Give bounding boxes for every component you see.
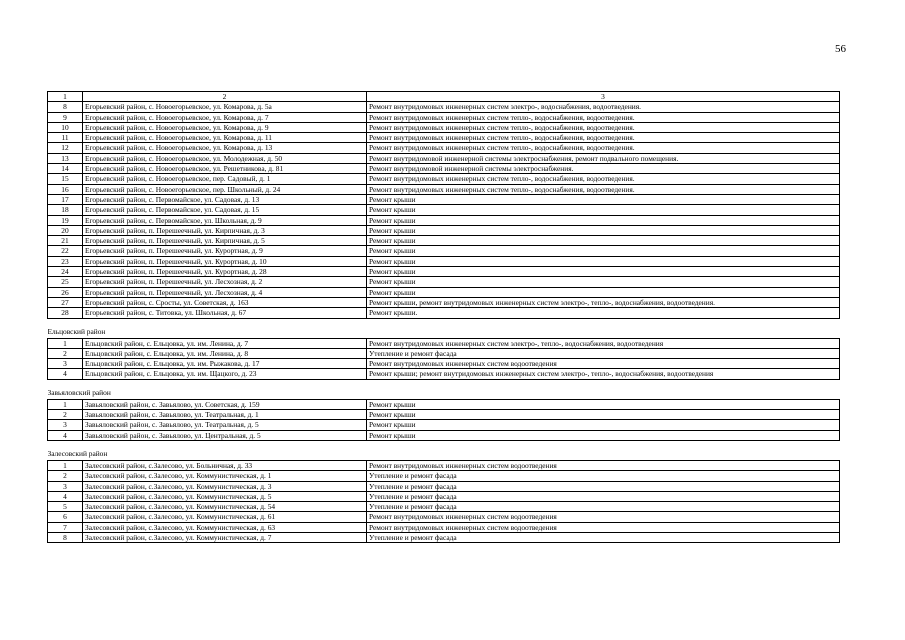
row-number: 26 bbox=[48, 287, 83, 297]
row-number: 25 bbox=[48, 277, 83, 287]
table-row bbox=[48, 143, 840, 153]
table-row bbox=[48, 532, 840, 542]
row-number: 11 bbox=[48, 133, 83, 143]
row-number: 21 bbox=[48, 236, 83, 246]
table-row bbox=[48, 481, 840, 491]
row-works: Ремонт крыши bbox=[367, 246, 840, 256]
row-number: 3 bbox=[48, 359, 83, 369]
row-address: Залесовский район, с.Залесово, ул. Коммунистическая, д. 3 bbox=[83, 481, 367, 491]
row-works: Утепление и ремонт фасада bbox=[367, 471, 840, 481]
row-number: 1 bbox=[48, 399, 83, 409]
row-address: Егорьевский район, с. Новоегорьевское, ул. Комарова, д. 7 bbox=[83, 112, 367, 122]
row-works: Ремонт внутридомовых инженерных систем тепло-, водоснабжения, водоотведения. bbox=[367, 122, 840, 132]
row-works: Ремонт крыши bbox=[367, 267, 840, 277]
row-address: Егорьевский район, с. Первомайское, ул. Школьная, д. 9 bbox=[83, 215, 367, 225]
section-spacer-cell bbox=[48, 379, 840, 387]
row-address: Залесовский район, с.Залесово, ул. Коммунистическая, д. 61 bbox=[83, 512, 367, 522]
row-address: Егорьевский район, п. Перешеечный, ул. Лесхозная, д. 4 bbox=[83, 287, 367, 297]
row-number: 20 bbox=[48, 225, 83, 235]
table-row bbox=[48, 153, 840, 163]
row-works: Ремонт крыши bbox=[367, 215, 840, 225]
row-works: Ремонт внутридомовой инженерной системы электроснабжения. bbox=[367, 164, 840, 174]
row-address: Залесовский район, с.Залесово, ул. Больничная, д. 33 bbox=[83, 460, 367, 470]
row-address: Залесовский район, с.Залесово, ул. Коммунистическая, д. 7 bbox=[83, 532, 367, 542]
row-number: 12 bbox=[48, 143, 83, 153]
row-address: Егорьевский район, с. Первомайское, ул. Садовая, д. 13 bbox=[83, 194, 367, 204]
table-row bbox=[48, 471, 840, 481]
row-address: Егорьевский район, с. Первомайское, ул. Садовая, д. 15 bbox=[83, 205, 367, 215]
table-row bbox=[48, 102, 840, 112]
row-address: Егорьевский район, с. Новоегорьевское, пер. Школьный, д. 24 bbox=[83, 184, 367, 194]
row-works: Ремонт крыши. bbox=[367, 308, 840, 318]
row-works: Ремонт внутридомовых инженерных систем электро-, водоснабжения, водоотведения. bbox=[367, 102, 840, 112]
row-works: Утепление и ремонт фасада bbox=[367, 532, 840, 542]
row-address: Егорьевский район, п. Перешеечный, ул. Курортная, д. 28 bbox=[83, 267, 367, 277]
section-spacer bbox=[48, 379, 840, 387]
section-spacer bbox=[48, 318, 840, 326]
row-works: Утепление и ремонт фасада bbox=[367, 481, 840, 491]
row-works: Ремонт крыши bbox=[367, 277, 840, 287]
row-works: Ремонт внутридомовых инженерных систем водоотведения bbox=[367, 512, 840, 522]
table-row bbox=[48, 348, 840, 358]
row-address: Егорьевский район, п. Перешеечный, ул. Кирпичная, д. 3 bbox=[83, 225, 367, 235]
row-number: 17 bbox=[48, 194, 83, 204]
table-row bbox=[48, 246, 840, 256]
table-row bbox=[48, 236, 840, 246]
table-row bbox=[48, 369, 840, 379]
row-address: Егорьевский район, с. Сросты, ул. Советская, д. 163 bbox=[83, 297, 367, 307]
row-number: 15 bbox=[48, 174, 83, 184]
row-address: Завьяловский район, с. Завьялово, ул. Театральная, д. 1 bbox=[83, 410, 367, 420]
row-works: Ремонт внутридомовых инженерных систем электро-, тепло-, водоснабжения, водоотведения bbox=[367, 338, 840, 348]
row-number: 8 bbox=[48, 532, 83, 542]
row-number: 18 bbox=[48, 205, 83, 215]
section-heading-row bbox=[48, 387, 840, 400]
row-number: 23 bbox=[48, 256, 83, 266]
table-row bbox=[48, 225, 840, 235]
table-row bbox=[48, 112, 840, 122]
row-works: Ремонт крыши bbox=[367, 287, 840, 297]
row-address: Ельцовский район, с. Ельцовка, ул. им. Щацкого, д. 23 bbox=[83, 369, 367, 379]
row-number: 28 bbox=[48, 308, 83, 318]
table-row bbox=[48, 410, 840, 420]
page-number: 56 bbox=[835, 43, 846, 55]
table-body bbox=[48, 92, 840, 543]
row-number: 2 bbox=[48, 410, 83, 420]
row-address: Егорьевский район, п. Перешеечный, ул. Курортная, д. 9 bbox=[83, 246, 367, 256]
row-address: Егорьевский район, п. Перешеечный, ул. Лесхозная, д. 2 bbox=[83, 277, 367, 287]
row-number: 5 bbox=[48, 502, 83, 512]
row-number: 14 bbox=[48, 164, 83, 174]
table-row bbox=[48, 164, 840, 174]
row-number: 4 bbox=[48, 491, 83, 501]
table-row bbox=[48, 430, 840, 440]
row-works: Ремонт крыши bbox=[367, 420, 840, 430]
row-address: Егорьевский район, с. Новоегорьевское, ул. Молодежная, д. 50 bbox=[83, 153, 367, 163]
table-header-row bbox=[48, 92, 840, 102]
row-works: Ремонт внутридомовых инженерных систем водоотведения bbox=[367, 460, 840, 470]
row-works: Ремонт крыши bbox=[367, 399, 840, 409]
table-row bbox=[48, 512, 840, 522]
row-address: Залесовский район, с.Залесово, ул. Коммунистическая, д. 54 bbox=[83, 502, 367, 512]
row-works: Ремонт внутридомовых инженерных систем тепло-, водоснабжения, водоотведения. bbox=[367, 174, 840, 184]
table-row bbox=[48, 133, 840, 143]
row-address: Залесовский район, с.Залесово, ул. Коммунистическая, д. 63 bbox=[83, 522, 367, 532]
row-number: 4 bbox=[48, 369, 83, 379]
row-address: Егорьевский район, с. Новоегорьевское, ул. Комарова, д. 13 bbox=[83, 143, 367, 153]
row-number: 24 bbox=[48, 267, 83, 277]
table-row bbox=[48, 522, 840, 532]
table-row bbox=[48, 460, 840, 470]
row-address: Егорьевский район, с. Новоегорьевское, ул. Комарова, д. 9 bbox=[83, 122, 367, 132]
table-row bbox=[48, 184, 840, 194]
table-row bbox=[48, 399, 840, 409]
row-number: 3 bbox=[48, 420, 83, 430]
section-heading: Залесовский район bbox=[47, 448, 108, 458]
row-works: Ремонт крыши, ремонт внутридомовых инженерных систем электро-, тепло-, водоснабжения, водоотведения. bbox=[367, 297, 840, 307]
table-row bbox=[48, 215, 840, 225]
row-address: Егорьевский район, с. Новоегорьевское, пер. Садовый, д. 1 bbox=[83, 174, 367, 184]
row-number: 9 bbox=[48, 112, 83, 122]
table-row bbox=[48, 491, 840, 501]
row-address: Егорьевский район, п. Перешеечный, ул. Кирпичная, д. 5 bbox=[83, 236, 367, 246]
table-row bbox=[48, 297, 840, 307]
section-heading: Ельцовский район bbox=[47, 326, 106, 336]
row-works: Ремонт внутридомовых инженерных систем тепло-, водоснабжения, водоотведения. bbox=[367, 133, 840, 143]
table-row bbox=[48, 338, 840, 348]
row-works: Ремонт крыши bbox=[367, 430, 840, 440]
header-col-works: 3 bbox=[367, 92, 840, 102]
row-address: Ельцовский район, с. Ельцовка, ул. им. Рыжакова, д. 17 bbox=[83, 359, 367, 369]
row-works: Утепление и ремонт фасада bbox=[367, 491, 840, 501]
row-works: Ремонт внутридомовых инженерных систем тепло-, водоснабжения, водоотведения. bbox=[367, 112, 840, 122]
row-number: 19 bbox=[48, 215, 83, 225]
section-heading-row bbox=[48, 448, 840, 461]
row-number: 1 bbox=[48, 460, 83, 470]
row-number: 7 bbox=[48, 522, 83, 532]
table-row bbox=[48, 256, 840, 266]
row-works: Ремонт внутридомовых инженерных систем водоотведения bbox=[367, 522, 840, 532]
row-address: Завьяловский район, с. Завьялово, ул. Театральная, д. 5 bbox=[83, 420, 367, 430]
table-row bbox=[48, 502, 840, 512]
header-col-number: 1 bbox=[48, 92, 83, 102]
repair-works-table bbox=[47, 91, 840, 543]
row-works: Ремонт внутридомовых инженерных систем тепло-, водоснабжения, водоотведения. bbox=[367, 143, 840, 153]
table-row bbox=[48, 194, 840, 204]
row-address: Завьяловский район, с. Завьялово, ул. Советская, д. 159 bbox=[83, 399, 367, 409]
row-number: 2 bbox=[48, 348, 83, 358]
table-row bbox=[48, 267, 840, 277]
row-works: Ремонт внутридомовой инженерной системы электроснабжения, ремонт подвального помещения. bbox=[367, 153, 840, 163]
section-heading: Завьяловский район bbox=[47, 387, 111, 397]
row-number: 4 bbox=[48, 430, 83, 440]
row-works: Ремонт крыши bbox=[367, 236, 840, 246]
row-number: 13 bbox=[48, 153, 83, 163]
table-row bbox=[48, 205, 840, 215]
row-address: Егорьевский район, с. Новоегорьевское, ул. Решетникова, д. 81 bbox=[83, 164, 367, 174]
section-spacer-cell bbox=[48, 440, 840, 448]
section-spacer bbox=[48, 440, 840, 448]
row-address: Егорьевский район, с. Титовка, ул. Школьная, д. 67 bbox=[83, 308, 367, 318]
row-address: Ельцовский район, с. Ельцовка, ул. им. Ленина, д. 7 bbox=[83, 338, 367, 348]
row-works: Ремонт крыши bbox=[367, 205, 840, 215]
row-number: 3 bbox=[48, 481, 83, 491]
row-number: 22 bbox=[48, 246, 83, 256]
table-row bbox=[48, 308, 840, 318]
row-works: Утепление и ремонт фасада bbox=[367, 502, 840, 512]
row-works: Ремонт крыши bbox=[367, 194, 840, 204]
row-works: Ремонт внутридомовых инженерных систем водоотведения bbox=[367, 359, 840, 369]
row-number: 6 bbox=[48, 512, 83, 522]
row-number: 1 bbox=[48, 338, 83, 348]
header-col-address: 2 bbox=[83, 92, 367, 102]
row-number: 10 bbox=[48, 122, 83, 132]
section-heading-row bbox=[48, 326, 840, 339]
row-works: Ремонт крыши bbox=[367, 410, 840, 420]
row-works: Утепление и ремонт фасада bbox=[367, 348, 840, 358]
row-address: Залесовский район, с.Залесово, ул. Коммунистическая, д. 1 bbox=[83, 471, 367, 481]
row-number: 8 bbox=[48, 102, 83, 112]
row-works: Ремонт крыши; ремонт внутридомовых инженерных систем электро-, тепло-, водоснабжения, водоотведения bbox=[367, 369, 840, 379]
row-address: Залесовский район, с.Залесово, ул. Коммунистическая, д. 5 bbox=[83, 491, 367, 501]
row-number: 16 bbox=[48, 184, 83, 194]
row-works: Ремонт крыши bbox=[367, 256, 840, 266]
row-works: Ремонт крыши bbox=[367, 225, 840, 235]
row-number: 2 bbox=[48, 471, 83, 481]
row-address: Егорьевский район, с. Новоегорьевское, ул. Комарова, д. 5а bbox=[83, 102, 367, 112]
table-row bbox=[48, 359, 840, 369]
row-address: Егорьевский район, с. Новоегорьевское, ул. Комарова, д. 11 bbox=[83, 133, 367, 143]
row-address: Ельцовский район, с. Ельцовка, ул. им. Ленина, д. 8 bbox=[83, 348, 367, 358]
table-row bbox=[48, 420, 840, 430]
row-works: Ремонт внутридомовых инженерных систем тепло-, водоснабжения, водоотведения. bbox=[367, 184, 840, 194]
table-row bbox=[48, 122, 840, 132]
row-address: Завьяловский район, с. Завьялово, ул. Центральная, д. 5 bbox=[83, 430, 367, 440]
table-row bbox=[48, 287, 840, 297]
table-row bbox=[48, 277, 840, 287]
row-number: 27 bbox=[48, 297, 83, 307]
section-spacer-cell bbox=[48, 318, 840, 326]
row-address: Егорьевский район, п. Перешеечный, ул. Курортная, д. 10 bbox=[83, 256, 367, 266]
table-row bbox=[48, 174, 840, 184]
